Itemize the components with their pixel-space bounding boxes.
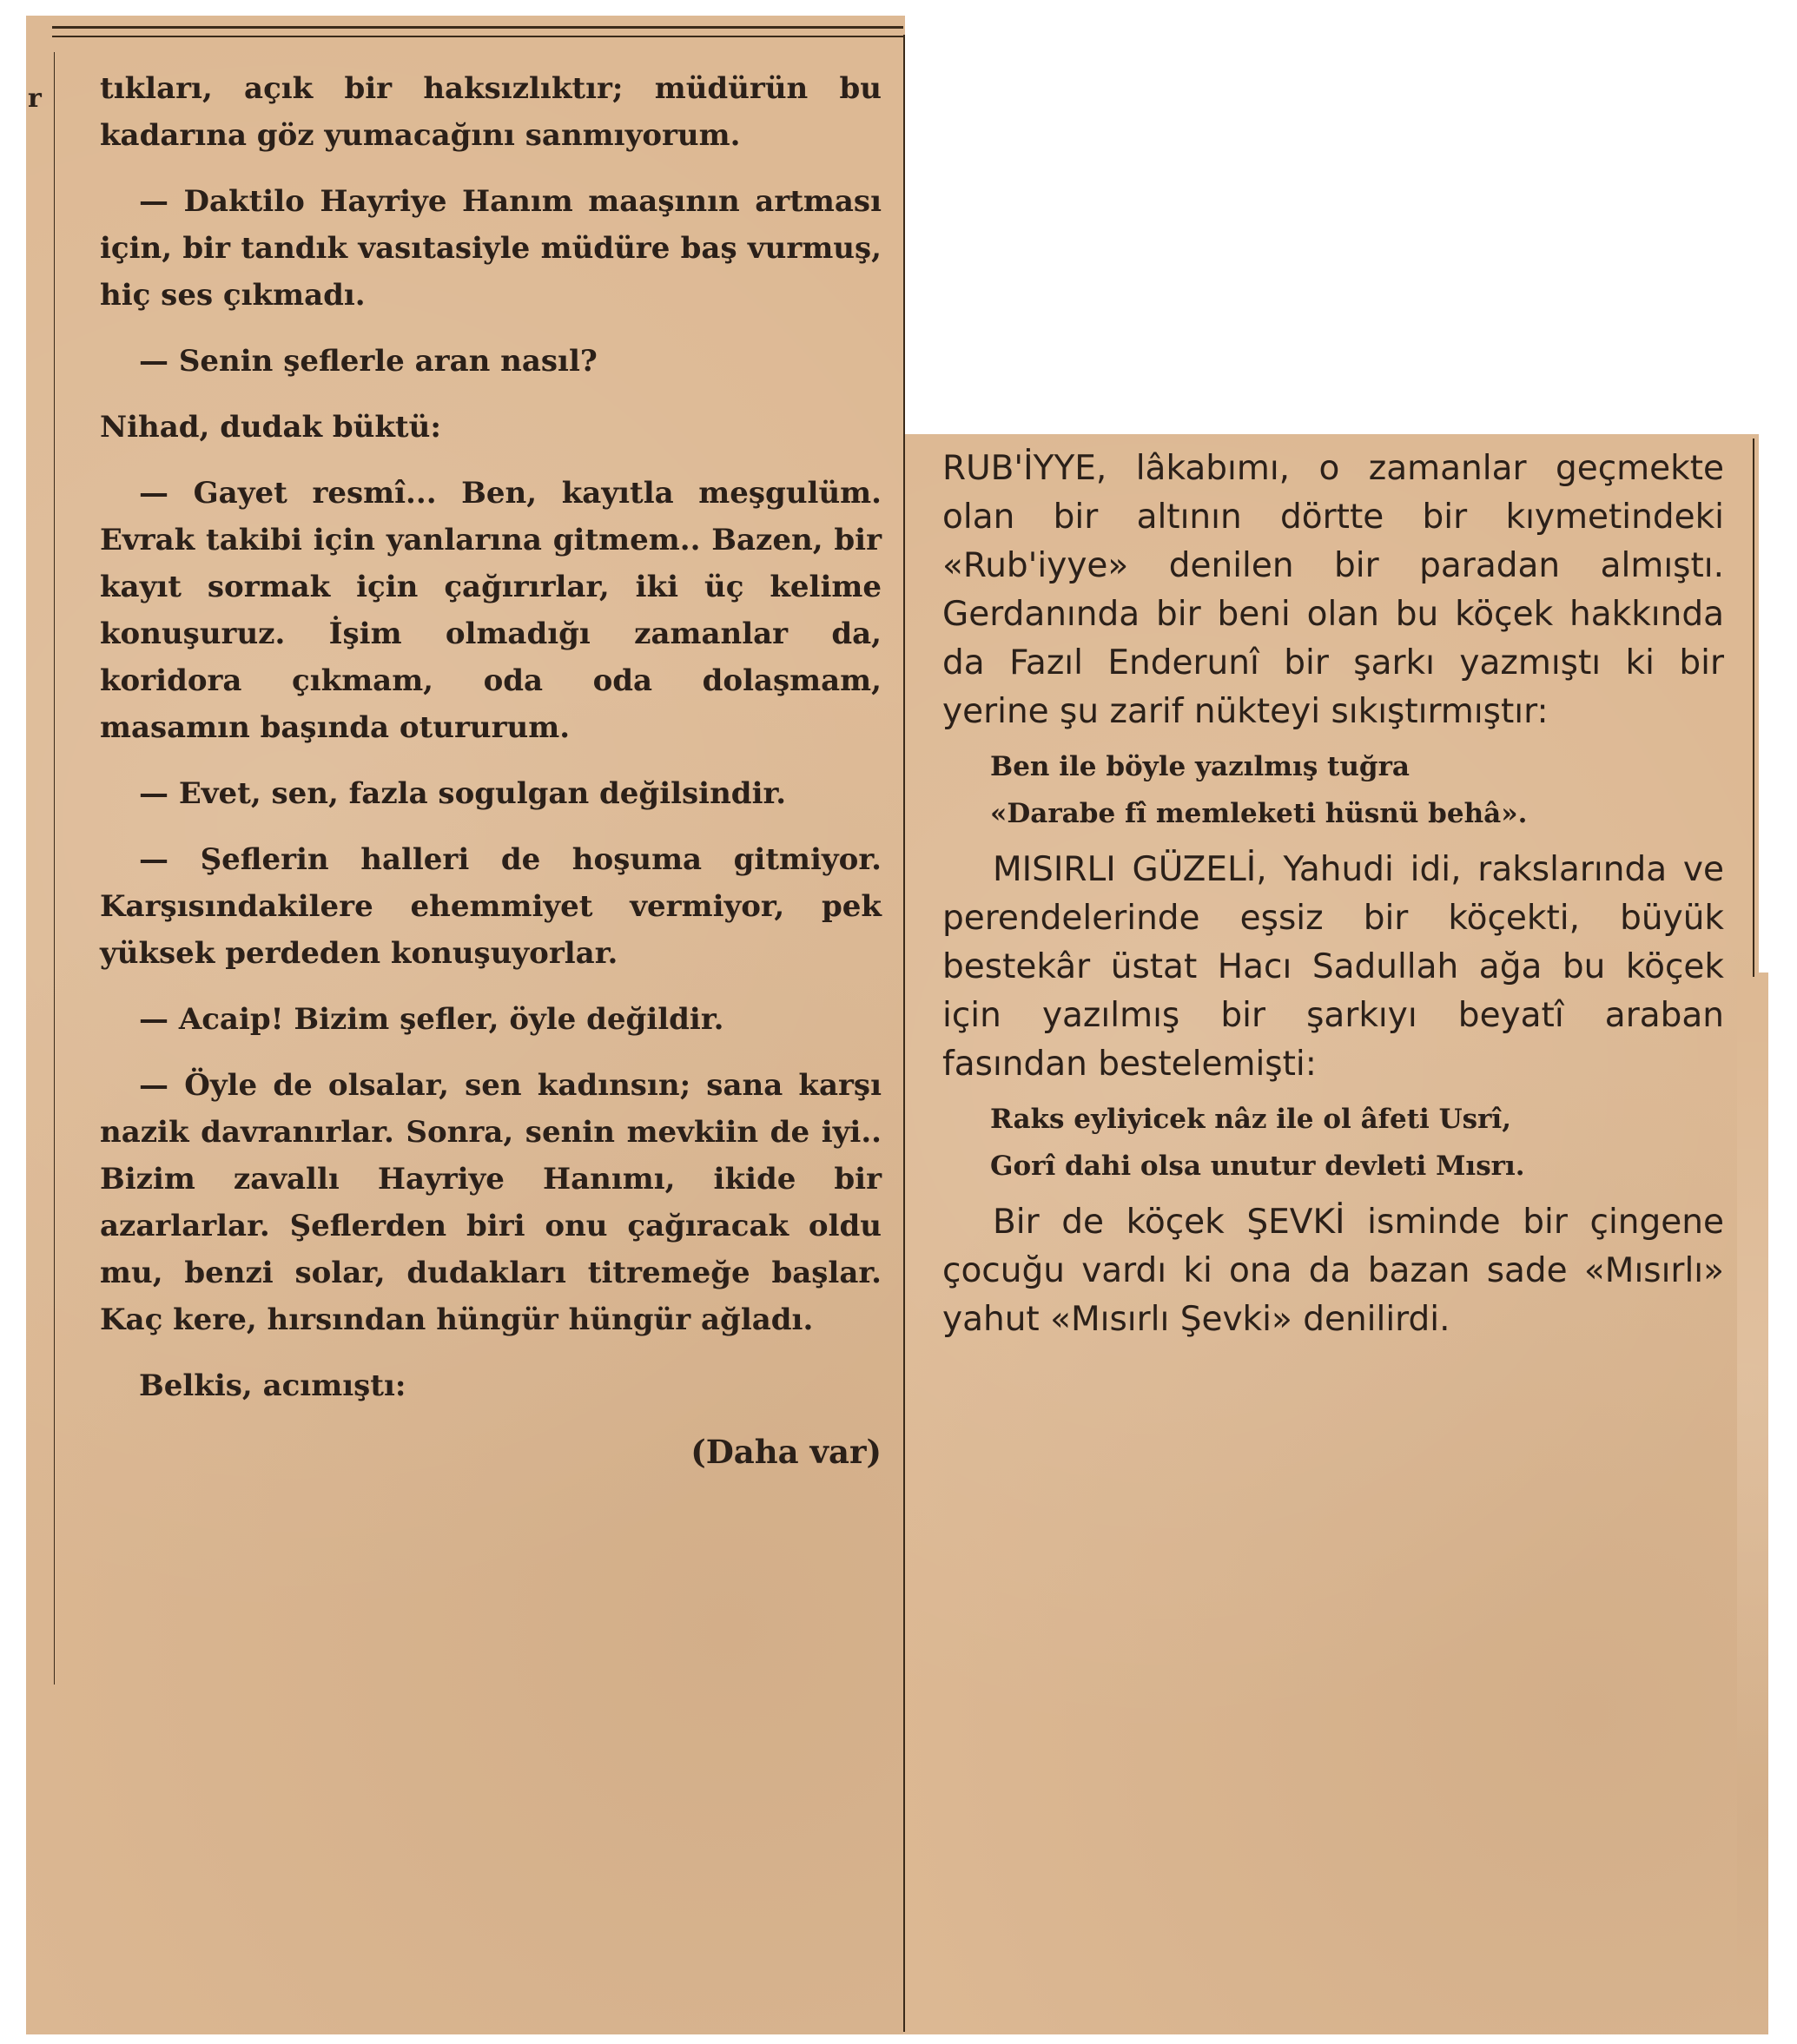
paragraph: — Acaip! Bizim şefler, öyle değildir. <box>139 1002 724 1037</box>
paragraph: tıkları, açık bir haksızlıktır; müdürün bu kadarına göz yumacağını sanmıyorum. <box>100 71 882 153</box>
left-text-column <box>100 65 882 1494</box>
paragraph: — Evet, sen, fazla sogulgan değilsindir. <box>139 776 787 811</box>
paragraph: Belkis, acımıştı: <box>139 1368 406 1403</box>
paragraph: Nihad, dudak büktü: <box>100 410 441 445</box>
margin-letter: r <box>28 83 42 114</box>
left-column-divider <box>903 35 905 2032</box>
verse-block <box>990 743 1724 837</box>
verse-line: Raks eyliyicek nâz ile ol âfeti Usrî, <box>990 1104 1511 1135</box>
paragraph: — Şeflerin halleri de hoşuma gitmiyor. Karşısındakilere ehemmiyet vermiyor, pek yüksek perdeden konuşuyorlar. <box>100 842 882 971</box>
left-margin-rule <box>54 52 55 1685</box>
paragraph-misirli-guzeli: MISIRLI GÜZELİ, Yahudi idi, rakslarında ve perendelerinde eşsiz bir köçekti, büyük bestekâr üstat Hacı Sadullah ağa bu köçek için yazılmış bir şarkıyı beyatî araban fasından bestelemişti: <box>942 850 1724 1084</box>
clipping-right-edge <box>1737 973 1768 2034</box>
verse-block <box>990 1096 1724 1190</box>
verse-line: «Darabe fî memleketi hüsnü behâ». <box>990 798 1528 829</box>
paragraph-rubiyye: RUB'İYYE, lâkabımı, o zamanlar geçmekte olan bir altının dörtte bir kıymetindeki «Rub'iyye» denilen bir paradan almıştı. Gerdanında bir beni olan bu köçek hakkında da Fazıl Enderunî bir şarkı yazmıştı ki bir yerine şu zarif nükteyi sıkıştırmıştır: <box>942 449 1724 731</box>
paragraph-sevki: Bir de köçek ŞEVKİ isminde bir çingene çocuğu vardı ki ona da bazan sade «Mısırlı» yahut «Mısırlı Şevki» denilirdi. <box>942 1203 1724 1339</box>
paragraph: — Senin şeflerle aran nasıl? <box>139 344 598 379</box>
verse-line: Gorî dahi olsa unutur devleti Mısrı. <box>990 1151 1525 1182</box>
verse-line: Ben ile böyle yazılmış tuğra <box>990 751 1411 782</box>
continuation-note: (Daha var) <box>690 1433 882 1471</box>
paragraph: — Öyle de olsalar, sen kadınsın; sana karşı nazik davranırlar. Sonra, senin mevkiin de iyi.. Bizim zavallı Hayriye Hanımı, ikide bir azarlarlar. Şeflerden biri onu çağıracak oldu mu, benzi solar, dudakları titremeğe başlar. Kaç kere, hırsından hüngür hüngür ağladı. <box>100 1068 882 1337</box>
paragraph: — Gayet resmî... Ben, kayıtla meşgulüm. Evrak takibi için yanlarına gitmem.. Bazen, bir kayıt sormak için çağırırlar, iki üç kelime konuşuruz. İşim olmadığı zamanlar da, koridora çıkmam, oda oda dolaşmam, masamın başında otururum. <box>100 476 882 745</box>
top-rule <box>52 26 903 37</box>
paragraph: — Daktilo Hayriye Hanım maaşının artması için, bir tandık vasıtasiyle müdüre baş vurmuş, hiç ses çıkmadı. <box>100 184 882 313</box>
right-text-column <box>942 445 1724 1348</box>
right-column-divider <box>1753 438 1754 977</box>
